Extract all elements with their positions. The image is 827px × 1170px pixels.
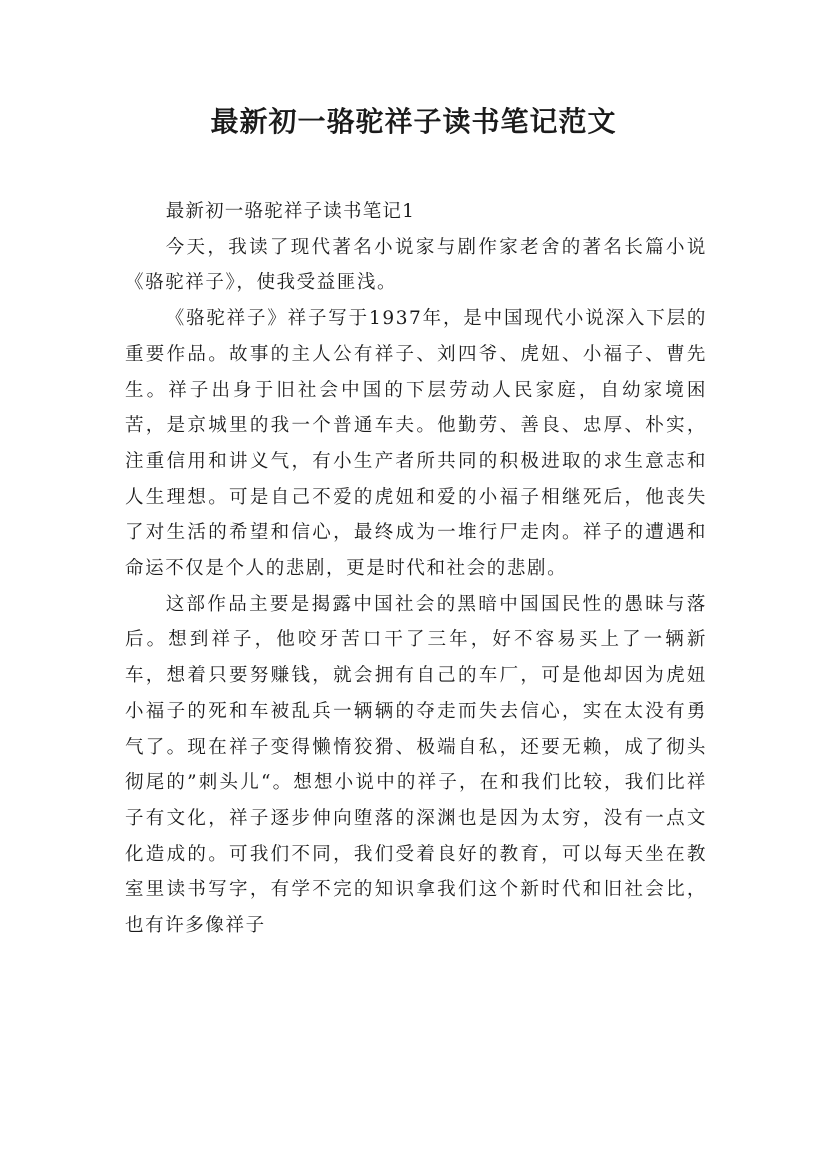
paragraph-2: 《骆驼祥子》祥子写于1937年，是中国现代小说深入下层的重要作品。故事的主人公有祥子、刘四爷、虎妞、小福子、曹先生。祥子出身于旧社会中国的下层劳动人民家庭，自幼家境困苦，是京城里的我一个普通车夫。他勤劳、善良、忠厚、朴实，注重信用和讲义气，有小生产者所共同的积极进取的求生意志和人生理想。可是自己不爱的虎妞和爱的小福子相继死后，他丧失了对生活的希望和信心，最终成为一堆行尸走肉。祥子的遭遇和命运不仅是个人的悲剧，更是时代和社会的悲剧。: [125, 308, 707, 580]
paragraph-1: 今天，我读了现代著名小说家与剧作家老舍的著名长篇小说《骆驼祥子》，使我受益匪浅。: [125, 236, 707, 294]
document-title: 最新初一骆驼祥子读书笔记范文: [210, 105, 617, 138]
paragraph-3: 这部作品主要是揭露中国社会的黑暗中国国民性的愚昧与落后。想到祥子，他咬牙苦口干了三年，好不容易买上了一辆新车，想着只要努赚钱，就会拥有自己的车厂，可是他却因为虎妞小福子的死和车被乱兵一辆辆的夺走而失去信心，实在太没有勇气了。现在祥子变得懒惰狡猾、极端自私，还要无赖，成了彻头彻尾的”刺头儿“。想想小说中的祥子，在和我们比较，我们比祥子有文化，祥子逐步伸向堕落的深渊也是因为太穷，没有一点文化造成的。可我们不同，我们受着良好的教育，可以每天坐在教室里读书写字，有学不完的知识拿我们这个新时代和旧社会比，也有许多像祥子: [125, 593, 707, 937]
document-body: [125, 194, 707, 944]
section-subheading: 最新初一骆驼祥子读书笔记1: [165, 201, 416, 222]
